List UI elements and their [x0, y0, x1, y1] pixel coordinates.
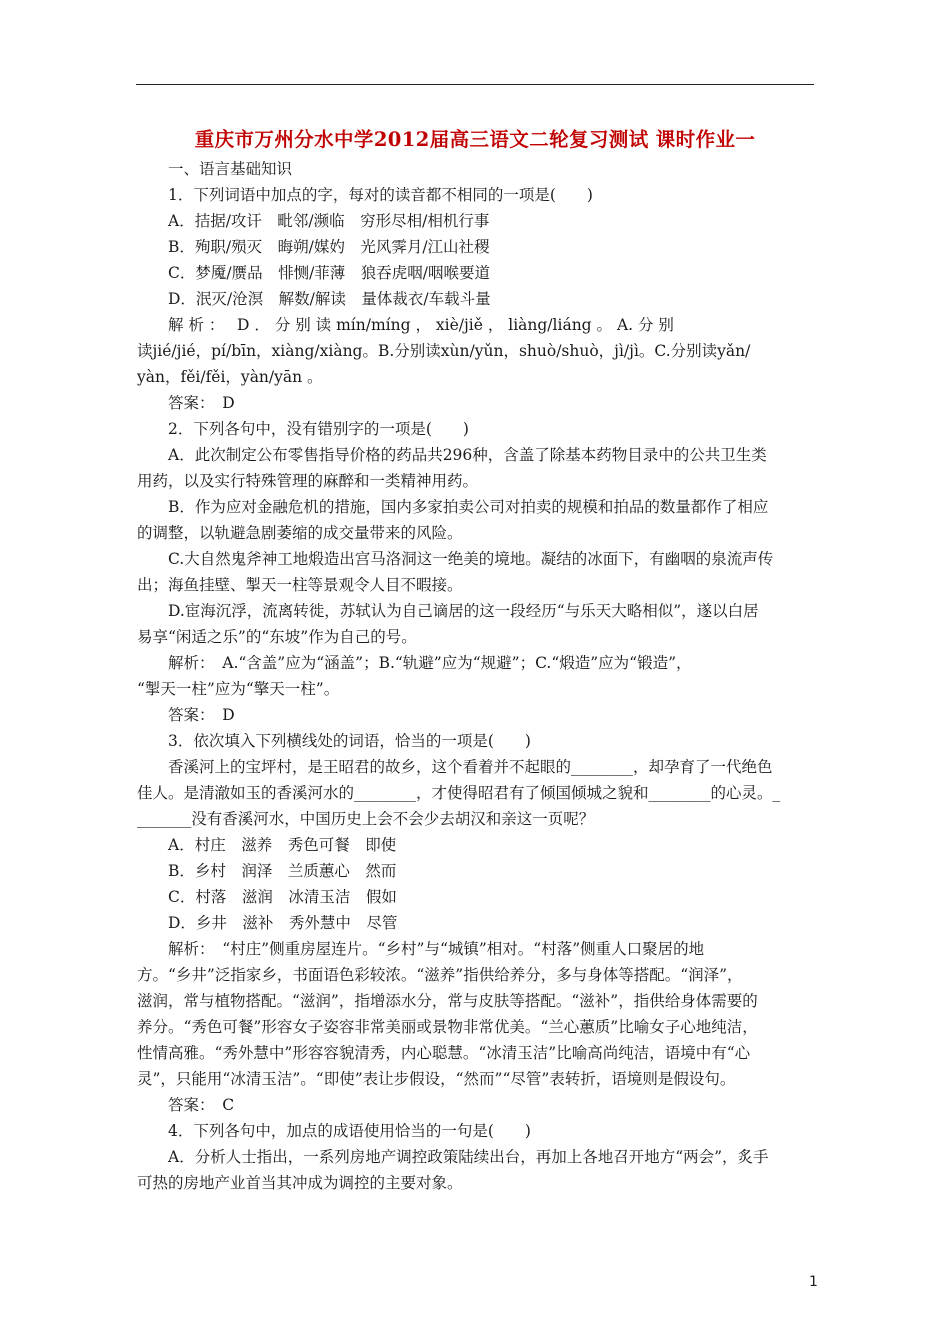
text-line: A．拮据/攻讦 毗邻/濒临 穷形尽相/相机行事 — [168, 212, 490, 230]
document-body — [137, 156, 815, 1196]
text-line: 易享“闲适之乐”的“东坡”作为自己的号。 — [137, 628, 417, 646]
text-line: 答案： D — [168, 706, 235, 724]
text-line: 出；海鱼挂壁、掣天一柱等景观令人目不暇接。 — [137, 576, 463, 594]
text-line: A．分析人士指出，一系列房地产调控政策陆续出台，再加上各地召开地方“两会”，炙手 — [168, 1148, 769, 1166]
text-line: D．泯灭/沧溟 解数/解读 量体裁衣/车载斗量 — [168, 290, 491, 308]
text-line: 2．下列各句中，没有错别字的一项是( ) — [168, 420, 469, 438]
text-line: 方。“乡井”泛指家乡，书面语色彩较浓。“滋养”指供给养分，多与身体等搭配。“润泽”， — [137, 966, 743, 984]
text-line: 1．下列词语中加点的字，每对的读音都不相同的一项是( ) — [168, 186, 593, 204]
text-line: D.宦海沉浮，流离转徙，苏轼认为自己谪居的这一段经历“与乐天大略相似”，遂以白居 — [168, 602, 759, 620]
page-number: 1 — [809, 1274, 818, 1290]
text-line: 4．下列各句中，加点的成语使用恰当的一句是( ) — [168, 1122, 531, 1140]
text-line: 滋润，常与植物搭配。“滋润”，指增添水分，常与皮肤等搭配。“滋补”，指供给身体需要的 — [137, 992, 758, 1010]
text-line: _______没有香溪河水，中国历史上会不会少去胡汉和亲这一页呢？ — [137, 810, 595, 828]
text-line: 答案： C — [168, 1096, 235, 1114]
text-line: 灵”，只能用“冰清玉洁”。“即使”表让步假设，“然而”“尽管”表转折，语境则是假设句。 — [137, 1070, 736, 1088]
text-line: C.大自然鬼斧神工地煅造出宫马洛洞这一绝美的境地。凝结的冰面下，有幽咽的泉流声传 — [168, 550, 774, 568]
text-line: 解析： A.“含盖”应为“涵盖”；B.“轨避”应为“规避”；C.“煅造”应为“锻造”， — [168, 654, 692, 672]
text-line: 3．依次填入下列横线处的词语，恰当的一项是( ) — [168, 732, 531, 750]
text-line: B．乡村 润泽 兰质蕙心 然而 — [168, 862, 397, 880]
text-line: C．梦魇/赝品 悱恻/菲薄 狼吞虎咽/咽喉要道 — [168, 264, 491, 282]
text-line: B．作为应对金融危机的措施，国内多家拍卖公司对拍卖的规模和拍品的数量都作了相应 — [168, 498, 769, 516]
header-rule — [136, 84, 814, 85]
text-line: yàn，fěi/fěi，yàn/yān 。 — [137, 368, 323, 386]
text-line: 一、语言基础知识 — [168, 160, 293, 178]
text-line: 答案： D — [168, 394, 235, 412]
document-title: 重庆市万州分水中学2012届高三语文二轮复习测试 课时作业一 — [194, 128, 756, 151]
text-line: 佳人。是清澈如玉的香溪河水的________，才使得昭君有了倾国倾城之貌和________的心灵。_ — [137, 784, 781, 802]
text-line: C．村落 滋润 冰清玉洁 假如 — [168, 888, 397, 906]
text-line: 用药，以及实行特殊管理的麻醉和一类精神用药。 — [137, 472, 479, 490]
text-line: “掣天一柱”应为“擎天一柱”。 — [137, 680, 340, 698]
text-line: 性情高雅。“秀外慧中”形容容貌清秀，内心聪慧。“冰清玉洁”比喻高尚纯洁，语境中有“心 — [137, 1044, 751, 1062]
text-line: 读jié/jié，pí/bīn，xiàng/xiàng。B.分别读xùn/yǔn，shuò/shuò，jì/jì。C.分别读yǎn/ — [137, 342, 751, 360]
text-line: A．此次制定公布零售指导价格的药品共296种，含盖了除基本药物目录中的公共卫生类 — [168, 446, 767, 464]
text-line: 香溪河上的宝坪村，是王昭君的故乡，这个看着并不起眼的________，却孕育了一代绝色 — [168, 758, 773, 776]
text-line: 解 析 ： D ． 分 别 读 mín/míng ， xiè/jiě ， liàng/liáng 。 A. 分 别 — [168, 316, 674, 334]
text-line: 的调整，以轨避急剧萎缩的成交量带来的风险。 — [137, 524, 463, 542]
text-line: B．殉职/殒灭 晦朔/媒妁 光风霁月/江山社稷 — [168, 238, 490, 256]
text-line: D．乡井 滋补 秀外慧中 尽管 — [168, 914, 398, 932]
text-line: 解析： “村庄”侧重房屋连片。“乡村”与“城镇”相对。“村落”侧重人口聚居的地 — [168, 940, 705, 958]
text-line: 可热的房地产业首当其冲成为调控的主要对象。 — [137, 1174, 463, 1192]
text-line: 养分。“秀色可餐”形容女子姿容非常美丽或景物非常优美。“兰心蕙质”比喻女子心地纯洁， — [137, 1018, 758, 1036]
text-line: A．村庄 滋养 秀色可餐 即使 — [168, 836, 397, 854]
